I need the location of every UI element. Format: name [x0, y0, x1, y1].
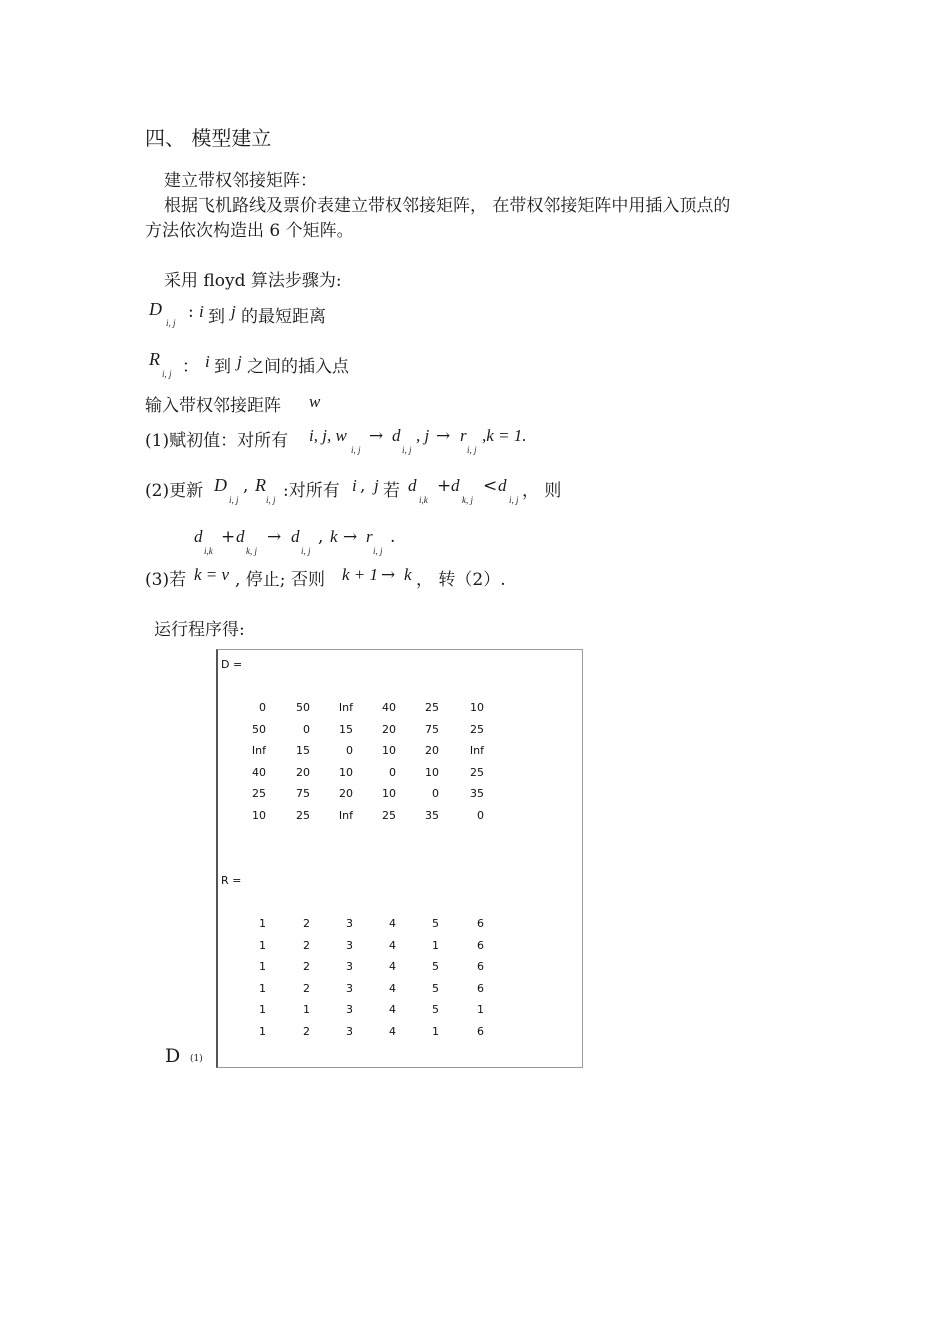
- comma: ,: [360, 476, 366, 496]
- matrix-cell: 1: [259, 938, 266, 952]
- matrix-cell: 6: [477, 1025, 484, 1038]
- subscript: i, j: [162, 369, 172, 379]
- symbol-R: R: [149, 349, 160, 369]
- symbol-d: d: [392, 426, 401, 445]
- step-text: , 停止; 否则: [235, 570, 325, 590]
- matrix-cell: 3: [346, 1003, 353, 1017]
- matrix-cell: Inf: [338, 809, 353, 822]
- var-i: i: [352, 476, 357, 495]
- matrix-cell: 10: [470, 701, 484, 714]
- subscript: i, j: [373, 546, 383, 556]
- matrix-cell: 15: [296, 744, 310, 758]
- subscript: k, j: [246, 546, 257, 556]
- paragraph-intro: 建立带权邻接矩阵：: [164, 171, 317, 191]
- run-label: 运行程序得:: [154, 620, 245, 640]
- symbol-r: r: [460, 426, 467, 445]
- increment: k + 1: [342, 565, 379, 584]
- subscript: i, j: [509, 495, 519, 505]
- matrix-cell: 3: [346, 917, 353, 930]
- comma: ,: [318, 527, 324, 547]
- matrix-cell: 10: [382, 787, 396, 801]
- matrix-cell: 5: [432, 1003, 439, 1017]
- symbol-d: d: [408, 476, 417, 495]
- subscript: i,k: [204, 546, 213, 556]
- r-matrix-label: R =: [221, 874, 242, 887]
- colon: :: [188, 302, 194, 322]
- arrow: →: [369, 426, 384, 446]
- def-text: 到: [208, 307, 225, 327]
- matrix-cell: 1: [259, 1003, 266, 1017]
- matrix-cell: 3: [346, 1025, 353, 1038]
- section-heading: 四、 模型建立: [145, 126, 272, 150]
- matrix-cell: 2: [303, 981, 310, 995]
- var-i: i: [205, 352, 210, 371]
- console-output: [216, 649, 583, 1068]
- matrix-cell: 35: [425, 809, 439, 822]
- matrix-cell: 0: [303, 722, 310, 736]
- matrix-cell: 5: [432, 917, 439, 930]
- paragraph-line-2: 方法依次构造出 6 个矩阵。: [145, 221, 354, 241]
- var-j: , j: [416, 426, 430, 445]
- symbol-D: D: [149, 299, 162, 319]
- comma: ,: [243, 476, 249, 496]
- matrix-cell: 50: [296, 701, 310, 714]
- matrix-cell: 10: [252, 809, 266, 822]
- matrix-cell: 4: [389, 981, 396, 995]
- matrix-cell: 20: [339, 787, 353, 801]
- matrix-cell: 0: [477, 809, 484, 822]
- matrix-cell: 75: [425, 722, 439, 736]
- matrix-cell: 6: [477, 960, 484, 974]
- matrix-cell: 20: [296, 765, 310, 779]
- var-j: j: [231, 302, 236, 321]
- matrix-cell: 50: [252, 722, 266, 736]
- var-j: j: [374, 476, 379, 495]
- less-than: <: [483, 476, 498, 496]
- matrix-cell: 25: [470, 765, 484, 779]
- symbol-D: D: [214, 475, 227, 495]
- matrix-cell: 6: [477, 938, 484, 952]
- condition: k = v: [194, 565, 230, 584]
- matrix-cell: 0: [346, 744, 353, 758]
- subscript: i,k: [419, 495, 428, 505]
- subscript: i, j: [166, 318, 176, 328]
- matrix-cell: 25: [252, 787, 266, 801]
- subscript: i, j: [266, 495, 276, 505]
- step-text: 若: [383, 481, 400, 501]
- algorithm-intro: 采用 floyd 算法步骤为:: [164, 271, 342, 291]
- matrix-cell: 5: [432, 960, 439, 974]
- matrix-cell: 2: [303, 1025, 310, 1038]
- symbol-r: r: [366, 527, 373, 546]
- step-text: ， 转（2）.: [416, 570, 506, 590]
- def-text: 之间的插入点: [247, 357, 349, 377]
- matrix-cell: 0: [259, 701, 266, 714]
- matrix-cell: 10: [382, 744, 396, 758]
- symbol-d: d: [194, 527, 203, 546]
- matrix-cell: 40: [252, 765, 266, 779]
- matrix-cell: 4: [389, 917, 396, 930]
- matrix-cell: 75: [296, 787, 310, 801]
- symbol-R: R: [255, 475, 266, 495]
- paragraph-line-1: 根据飞机路线及票价表建立带权邻接矩阵， 在带权邻接矩阵中用插入顶点的: [164, 196, 731, 216]
- plus: +: [437, 476, 452, 496]
- matrix-cell: 0: [389, 765, 396, 779]
- matrix-cell: 4: [389, 1003, 396, 1017]
- caption-sub: (1): [190, 1054, 203, 1064]
- var-i: i: [199, 302, 204, 321]
- input-text: 输入带权邻接距阵: [145, 396, 281, 416]
- var-k: k: [330, 527, 338, 546]
- subscript: i, j: [229, 495, 239, 505]
- arrow: →: [343, 527, 358, 547]
- symbol-d: d: [451, 476, 460, 495]
- arrow: →: [436, 426, 451, 446]
- matrix-cell: 20: [425, 744, 439, 758]
- matrix-cell: 1: [477, 1003, 484, 1017]
- matrix-cell: 0: [432, 787, 439, 801]
- matrix-cell: 1: [259, 981, 266, 995]
- subscript: k, j: [462, 495, 473, 505]
- arrow: →: [267, 527, 282, 547]
- matrix-cell: 25: [470, 722, 484, 736]
- matrix-cell: 1: [432, 938, 439, 952]
- subscript: i, j: [301, 546, 311, 556]
- matrix-cell: 4: [389, 960, 396, 974]
- step-label: (1)赋初值：对所有: [145, 431, 289, 451]
- subscript: i, j: [402, 445, 412, 455]
- symbol-d: d: [498, 476, 507, 495]
- d-matrix-label: D =: [221, 658, 243, 671]
- period: .: [390, 527, 396, 547]
- matrix-cell: 3: [346, 960, 353, 974]
- matrix-cell: 2: [303, 938, 310, 952]
- matrix-cell: 3: [346, 981, 353, 995]
- var-k: k: [404, 565, 412, 584]
- step-label: (3)若: [145, 570, 187, 590]
- matrix-cell: 20: [382, 722, 396, 736]
- matrix-cell: 15: [339, 722, 353, 736]
- symbol-d: d: [291, 527, 300, 546]
- symbol-w: w: [309, 392, 321, 411]
- matrix-cell: 6: [477, 917, 484, 930]
- var-j: j: [237, 352, 242, 371]
- matrix-cell: 3: [346, 938, 353, 952]
- matrix-cell: 6: [477, 981, 484, 995]
- step-text: ， 则: [522, 481, 562, 501]
- matrix-cell: 40: [382, 701, 396, 714]
- plus: +: [221, 527, 236, 547]
- matrix-cell: Inf: [251, 744, 266, 758]
- matrix-cell: 2: [303, 960, 310, 974]
- matrix-cell: 1: [259, 1025, 266, 1038]
- def-text: 到: [214, 357, 231, 377]
- step-text: :对所有: [283, 481, 340, 501]
- vars: i, j, w: [309, 426, 347, 445]
- matrix-cell: Inf: [338, 701, 353, 714]
- matrix-cell: 1: [259, 917, 266, 930]
- arrow: →: [381, 565, 396, 585]
- matrix-cell: 5: [432, 981, 439, 995]
- symbol-d: d: [236, 527, 245, 546]
- def-text: 的最短距离: [241, 307, 326, 327]
- tail: ,k = 1.: [482, 426, 527, 445]
- matrix-cell: 10: [339, 765, 353, 779]
- matrix-cell: 2: [303, 917, 310, 930]
- matrix-cell: Inf: [469, 744, 484, 758]
- matrix-cell: 25: [296, 809, 310, 822]
- matrix-cell: 4: [389, 1025, 396, 1038]
- matrix-cell: 25: [425, 701, 439, 714]
- matrix-cell: 25: [382, 809, 396, 822]
- colon: ：: [182, 357, 199, 377]
- matrix-cell: 1: [259, 960, 266, 974]
- step-label: (2)更新: [145, 481, 204, 501]
- matrix-cell: 1: [432, 1025, 439, 1038]
- matrix-cell: 10: [425, 765, 439, 779]
- matrix-cell: 4: [389, 938, 396, 952]
- subscript: i, j: [467, 445, 477, 455]
- caption-main: D: [165, 1045, 181, 1067]
- subscript: i, j: [351, 445, 361, 455]
- matrix-cell: 1: [303, 1003, 310, 1017]
- matrix-cell: 35: [470, 787, 484, 801]
